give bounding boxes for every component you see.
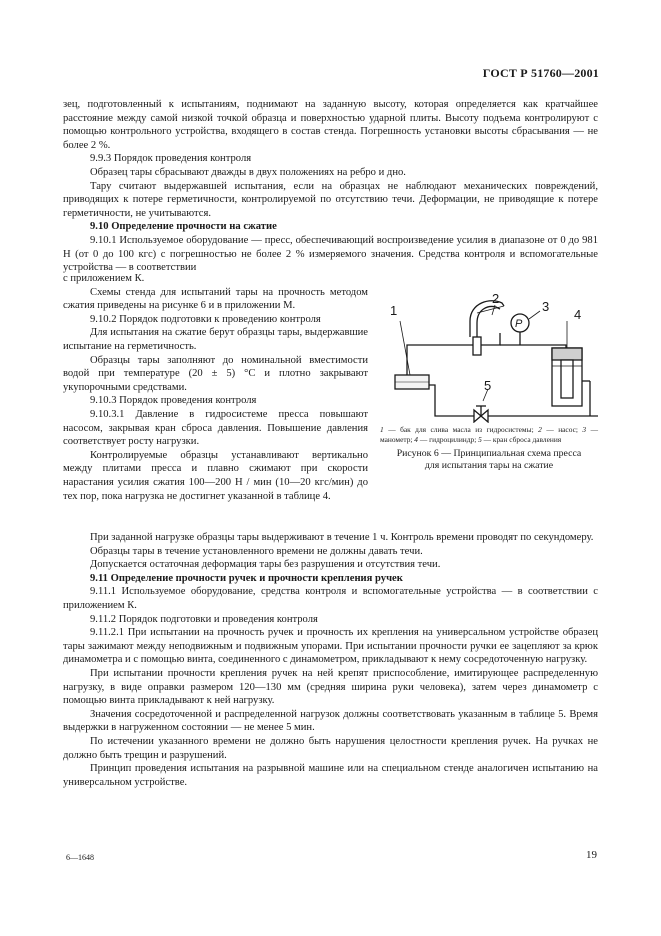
paragraph: При испытании прочности крепления ручек на ней крепят приспособление, имитирующее распределенную нагрузку, в виде оправки размером 120—130 мм (средняя ширина руки человека), затем через динамометр с помощью винта прикладывают к ней нагрузку. — [63, 667, 598, 707]
legend-num: 2 — [538, 425, 542, 434]
caption-line: Рисунок 6 — Принципиальная схема пресса — [396, 448, 582, 459]
legend-text: — гидроцилиндр; — [418, 435, 479, 444]
legend-num: 1 — [380, 425, 384, 434]
section-heading: 9.10.2 Порядок подготовки к проведению контроля — [90, 313, 321, 325]
paragraph: 9.11.1 Используемое оборудование, средства контроля и вспомогательные устройства — в соответствии с приложением К. — [63, 586, 598, 611]
section-heading: 9.9.3 Порядок проведения контроля — [90, 153, 252, 165]
pump-shape — [473, 337, 481, 355]
label-tank: 1 — [390, 303, 398, 318]
standard-header: ГОСТ Р 51760—2001 — [482, 66, 599, 80]
paragraph: Тару считают выдержавшей испытания, если на образцах не наблюдают механических повреждений, приводящих к потере герметичности, контролируемой по отсутствию течи. Деформации, не приводящие к потере герметичности, не учитываются. — [63, 180, 598, 219]
label-valve: 5 — [484, 378, 492, 393]
legend-text: — насос; — [541, 425, 583, 434]
label-pump: 2 — [492, 293, 500, 306]
paragraph: Контролируемые образцы устанавливают вертикально между плитами пресса и плавно сжимают при скорости нарастания усилия сжатия 100—200 Н / мин (10—20 кгс/мин) до тех пор, пока нагрузка не достигнет указанной в таблице 4. — [63, 449, 368, 502]
section-heading: 9.11.2 Порядок подготовки и проведения контроля — [90, 613, 318, 625]
paragraph: 9.10.3.1 Давление в гидросистеме пресса повышают насосом, закрывая кран сброса давления. Повышение давления соответствует росту нагрузки. — [63, 408, 368, 448]
section-heading-bold: 9.11 Определение прочности ручек и прочности крепления ручек — [90, 572, 403, 584]
paragraph: Допускается остаточная деформация тары без разрушения и отсутствия течи. — [90, 559, 441, 571]
section-heading: 9.10.3 Порядок проведения контроля — [90, 395, 257, 407]
paragraph: Схемы стенда для испытаний тары на прочность методом сжатия приведены на рисунке 6 и в приложении М. — [63, 286, 368, 312]
paragraph: По истечении указанного времени не должно быть нарушения целостности крепления ручек. На ручках не должно быть трещин и разрушений. — [63, 735, 598, 761]
paragraph: 9.11.2.1 При испытании на прочность ручек и прочность их крепления на универсальном устройстве образец тары зажимают между неподвижным и подвижным упорами. При испытании прочности ручки ее зацепляют за крюк динамометра и с помощью винта, соединенного с динамометром, прикладывают к нему сосредоточенную нагрузку. — [63, 627, 598, 666]
legend-text: — бак для слива масла из гидросистемы; — [383, 425, 539, 434]
paragraph: Принцип проведения испытания на разрывной машине или на специальном стенде аналогичен испытанию на универсальном устройстве. — [63, 763, 598, 788]
gauge-symbol: P — [515, 318, 523, 330]
paragraph: Значения сосредоточенной и распределенной нагрузок должны соответствовать указанным в таблице 5. Время выдержки в нагруженном состоянии — не менее 5 мин. — [63, 708, 598, 734]
legend-num: 4 — [414, 435, 418, 444]
paragraph: Образцы тары в течение установленного времени не должны давать течи. — [90, 545, 423, 557]
caption-line: для испытания тары на сжатие — [424, 460, 554, 471]
paragraph: с приложением К. — [63, 273, 145, 284]
legend-text: — манометр; — [380, 425, 598, 444]
figure-legend — [380, 425, 598, 445]
print-code: 6—1648 — [66, 853, 94, 862]
legend-num: 5 — [478, 435, 482, 444]
label-gauge: 3 — [542, 299, 550, 314]
paragraph: Для испытания на сжатие берут образцы тары, выдержавшие испытание на герметичность. — [63, 327, 368, 352]
paragraph: 9.10.1 Используемое оборудование — пресс, обеспечивающий воспроизведение усилия в диапазоне от 0 до 981 Н (от 0 до 100 кгс) с погрешностью не более 2 % измеряемого значения. Средства контроля и вспомогательные устройства — в соответствии — [63, 234, 598, 274]
paragraph: Образец тары сбрасывают дважды в двух положениях на ребро и дно. — [90, 166, 406, 178]
label-cylinder: 4 — [574, 307, 582, 322]
press-schematic-diagram — [380, 293, 598, 423]
legend-text: — кран сброса давления — [481, 435, 562, 444]
text-block-beside-figure — [63, 272, 368, 503]
text-block-top — [63, 98, 598, 275]
section-heading-bold: 9.10 Определение прочности на сжатие — [90, 221, 277, 233]
paragraph: При заданной нагрузке образцы тары выдерживают в течение 1 ч. Контроль времени проводят по секундомеру. — [90, 532, 594, 543]
legend-num: 3 — [582, 425, 587, 434]
page-number: 19 — [586, 849, 597, 861]
figure-6 — [380, 293, 598, 472]
paragraph: Образцы тары заполняют до номинальной вместимости водой при температуре (20 ± 5) °С и плотно закрывают укупорочными средствами. — [63, 354, 368, 393]
text-block-bottom — [63, 531, 598, 789]
paragraph: зец, подготовленный к испытаниям, поднимают на заданную высоту, которая определяется как кратчайшее расстояние между самой низкой точкой образца и поверхностью ударной плиты. Высоту подъема контролируют с помощью контрольного устройства, входящего в состав стенда. Погрешность установки высоты сбрасывания — не более 2 %. — [63, 99, 598, 151]
figure-caption — [380, 448, 598, 472]
